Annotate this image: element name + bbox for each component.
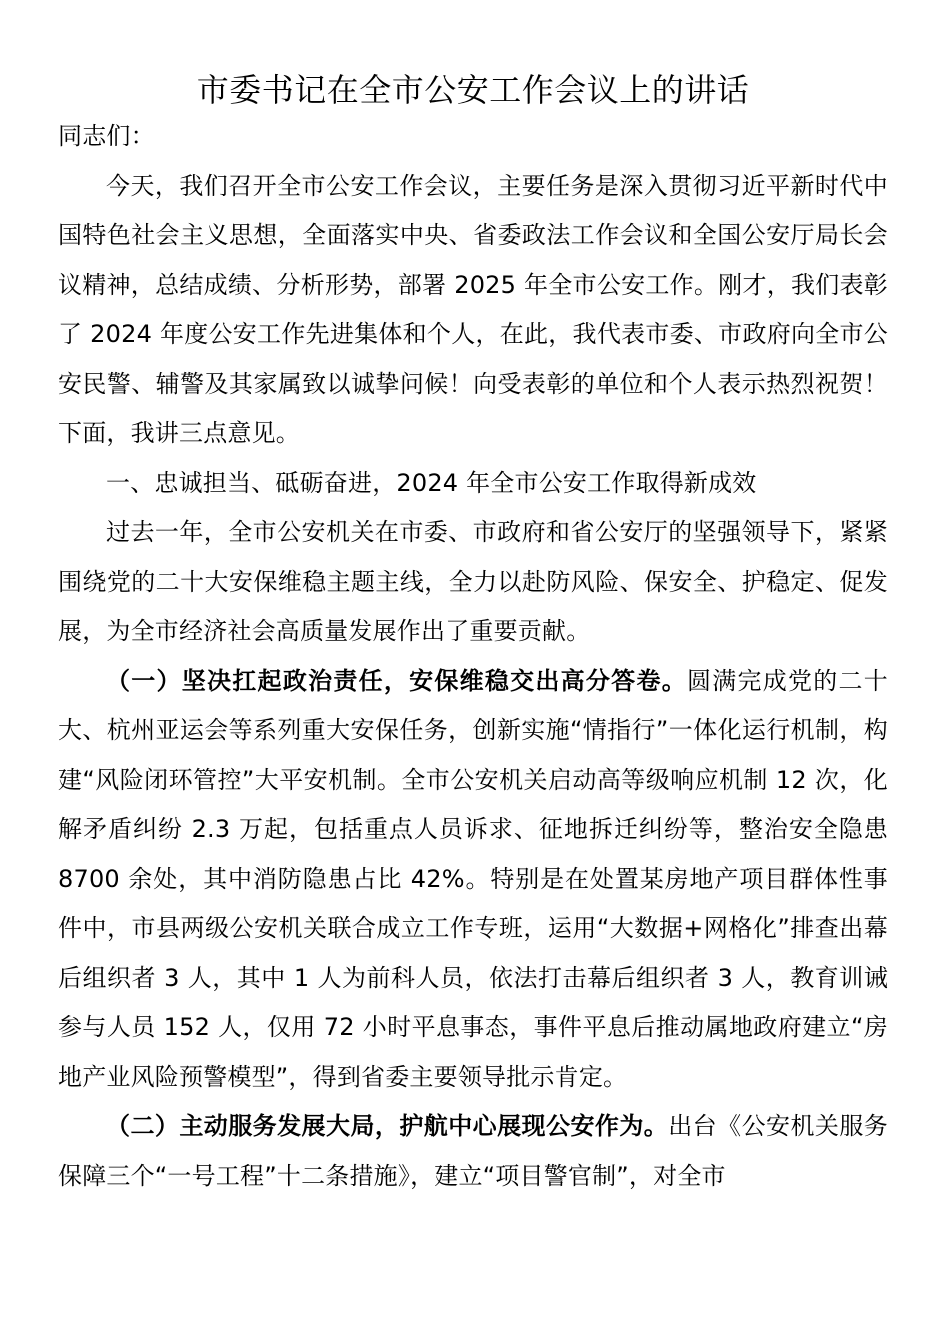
subsection-2-heading: （二）主动服务发展大局，护航中心展现公安作为。 xyxy=(106,1112,669,1140)
greeting: 同志们： xyxy=(58,122,155,150)
paragraph-subsection-2 xyxy=(58,1102,888,1201)
paragraph-intro: 今天，我们召开全市公安工作会议，主要任务是深入贯彻习近平新时代中国特色社会主义思想，全面落实中央、省委政法工作会议和全国公安厅局长会议精神，总结成绩、分析形势，部署 2025 年全市公安工作。刚才，我们表彰了 2024 年度公安工作先进集体和个人，在此，我代表市委、市政府向全市公安民警、辅警及其家属致以诚挚问候！向受表彰的单位和个人表示热烈祝贺！下面，我讲三点意见。 xyxy=(58,171,888,447)
subsection-1-body: 圆满完成党的二十大、杭州亚运会等系列重大安保任务，创新实施“情指行”一体化运行机制，构建“风险闭环管控”大平安机制。全市公安机关启动高等级响应机制 12 次，化解矛盾纠纷 2.3 万起，包括重点人员诉求、征地拆迁纠纷等，整治安全隐患 8700 余处，其中消防隐患占比 42%。特别是在处置某房地产项目群体性事件中，市县两级公安机关联合成立工作专班，运用“大数据+网格化”排查出幕后组织者 3 人，其中 1 人为前科人员，依法打击幕后组织者 3 人，教育训诫参与人员 152 人，仅用 72 小时平息事态，事件平息后推动属地政府建立“房地产业风险预警模型”，得到省委主要领导批示肯定。 xyxy=(58,666,888,1091)
paragraph-subsection-1 xyxy=(58,657,888,1103)
document-title: 市委书记在全市公安工作会议上的讲话 xyxy=(196,71,750,109)
subsection-1-heading: （一）坚决扛起政治责任，安保维稳交出高分答卷。 xyxy=(106,666,687,695)
subsection-2-body: 出台《公安机关服务保障三个“一号工程”十二条措施》，建立“项目警官制”，对全市 xyxy=(58,1112,888,1190)
section-heading-1: 一、忠诚担当、砥砺奋进，2024 年全市公安工作取得新成效 xyxy=(106,468,757,497)
paragraph-overview: 过去一年，全市公安机关在市委、市政府和省公安厅的坚强领导下，紧紧围绕党的二十大安保维稳主题主线，全力以赴防风险、保安全、护稳定、促发展，为全市经济社会高质量发展作出了重要贡献。 xyxy=(58,518,888,645)
